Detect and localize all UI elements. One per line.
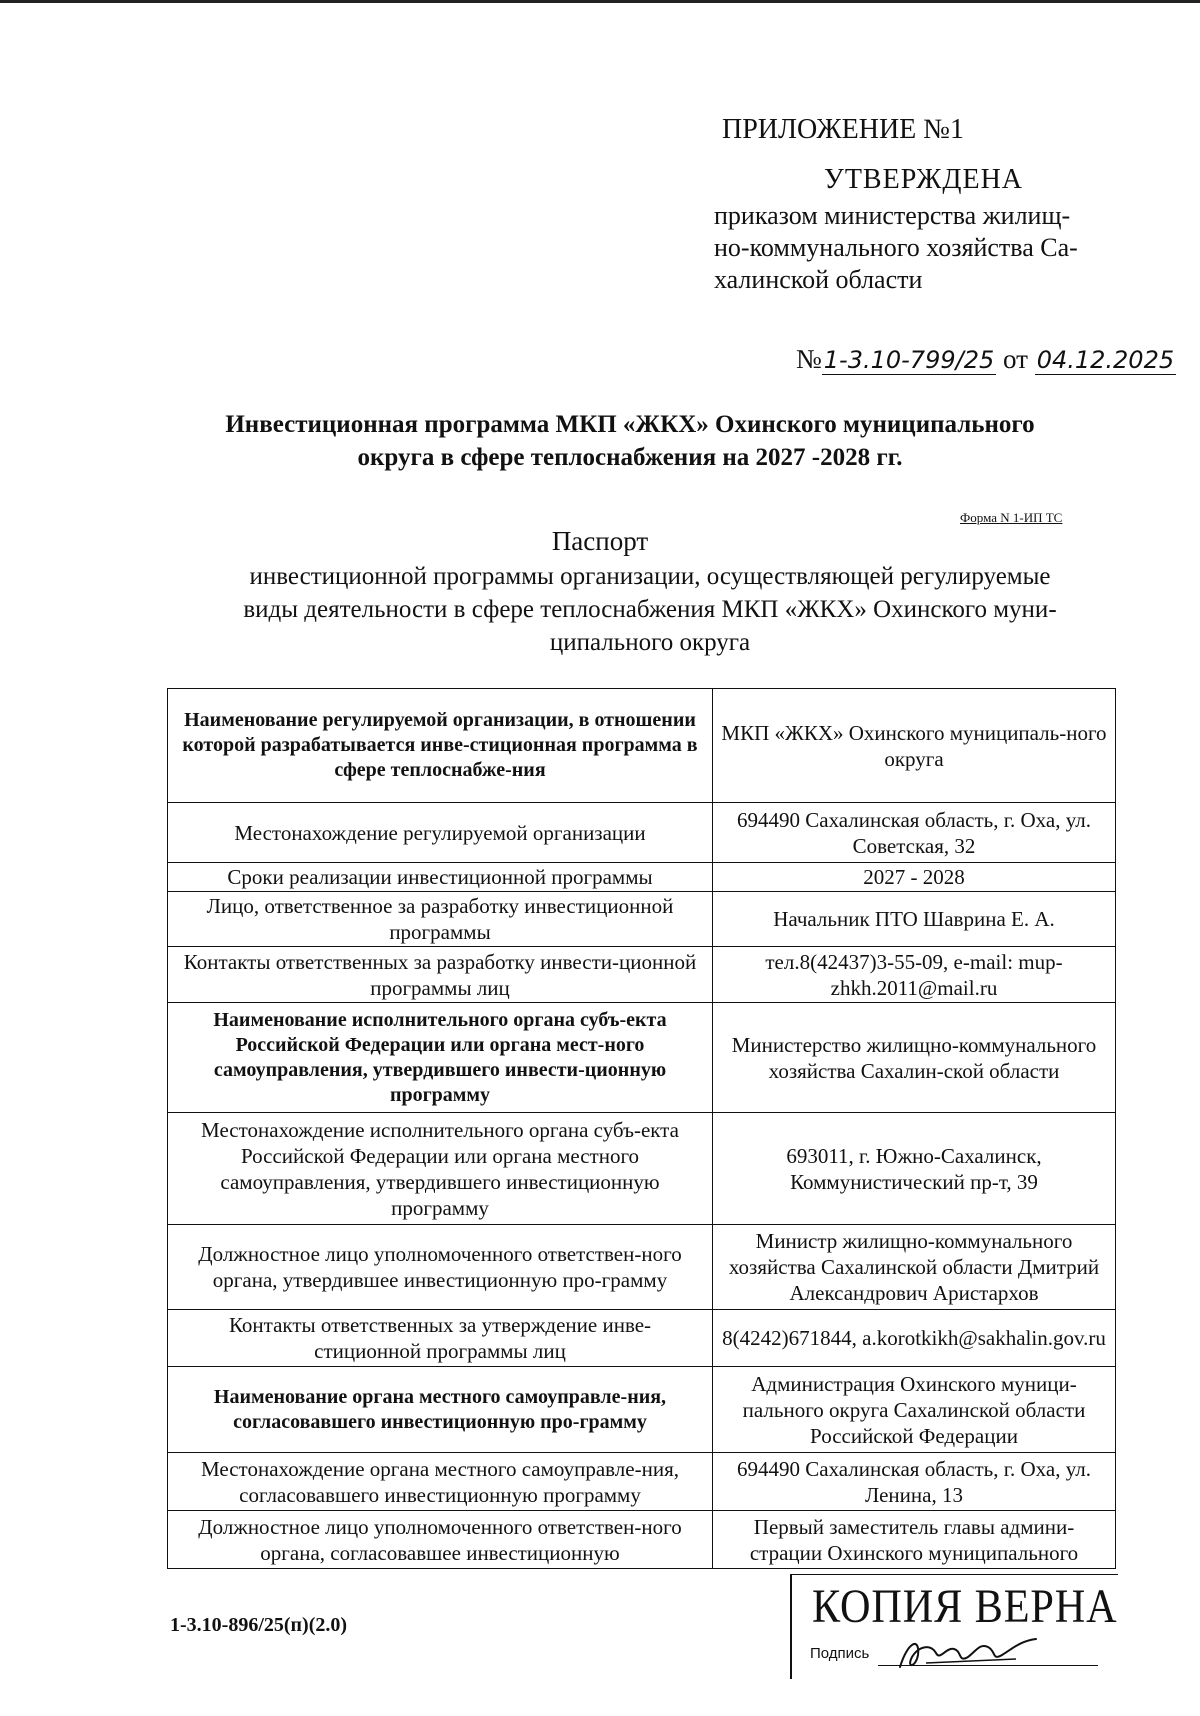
handwritten-order-date: 04.12.2025: [1036, 346, 1175, 374]
passport-table: [167, 688, 1116, 1569]
table-row: [168, 947, 1116, 1003]
table-row: [168, 1310, 1116, 1367]
program-title-line: Инвестиционная программа МКП «ЖКХ» Охинского муниципального: [225, 411, 1035, 438]
passport-subtitle-line: инвестиционной программы организации, осуществляющей регулируемые: [249, 563, 1051, 590]
table-row: [168, 1003, 1116, 1113]
row-value: Первый заместитель главы админи-страции Охинского муниципального: [713, 1511, 1116, 1569]
row-label: Должностное лицо уполномоченного ответствен-ного органа, утвердившее инвестиционную про-грамму: [168, 1225, 713, 1310]
handwritten-order-number: 1-3.10-799/25: [823, 346, 995, 374]
table-row: [168, 1511, 1116, 1569]
row-label: Наименование органа местного самоуправле-ния, согласовавшего инвестиционную про-грамму: [168, 1367, 713, 1453]
approved-label: УТВЕРЖДЕНА: [824, 164, 1024, 195]
appendix-label: ПРИЛОЖЕНИЕ №1: [722, 114, 964, 145]
passport-subtitle: [180, 560, 1120, 659]
stamp-title: КОПИЯ ВЕРНА: [812, 1580, 1118, 1633]
row-value: 8(4242)671844, a.korotkikh@sakhalin.gov.ru: [713, 1310, 1116, 1367]
table-row: [168, 1367, 1116, 1453]
row-value: 2027 - 2028: [713, 863, 1116, 892]
date-prefix: от: [1002, 344, 1028, 374]
table-row: [168, 689, 1116, 803]
row-label: Наименование исполнительного органа субъ-екта Российской Федерации или органа мест-ного самоуправления, утвердившего инвести-ционную программу: [168, 1003, 713, 1113]
order-text: [714, 200, 1134, 296]
row-label: Сроки реализации инвестиционной программы: [168, 863, 713, 892]
form-number: Форма N 1-ИП ТС: [960, 510, 1063, 525]
table-row: [168, 1453, 1116, 1511]
row-label: Контакты ответственных за разработку инвести-ционной программы лиц: [168, 947, 713, 1003]
row-value: Министр жилищно-коммунального хозяйства Сахалинской области Дмитрий Александрович Аристархов: [713, 1225, 1116, 1310]
stamp-sign-label: Подпись: [810, 1645, 870, 1662]
row-label: Местонахождение регулируемой организации: [168, 803, 713, 863]
table-row: [168, 892, 1116, 947]
row-value: Министерство жилищно-коммунального хозяйства Сахалин-ской области: [713, 1003, 1116, 1113]
row-value: Начальник ПТО Шаврина Е. А.: [713, 892, 1116, 947]
order-number-line: [796, 344, 1176, 375]
program-title: [150, 408, 1110, 474]
approval-block: [0, 0, 1200, 400]
row-value: 694490 Сахалинская область, г. Оха, ул. Советская, 32: [713, 803, 1116, 863]
passport-subtitle-line: виды деятельности в сфере теплоснабжения МКП «ЖКХ» Охинского муни-: [243, 596, 1057, 623]
row-label: Должностное лицо уполномоченного ответствен-ного органа, согласовавшее инвестиционную: [168, 1511, 713, 1569]
table-row: [168, 1225, 1116, 1310]
signature-icon: [896, 1633, 1046, 1673]
row-label: Наименование регулируемой организации, в отношении которой разрабатывается инве-стиционная программа в сфере теплоснабже-ния: [168, 689, 713, 803]
passport-subtitle-line: ципального округа: [549, 629, 751, 656]
row-label: Контакты ответственных за утверждение инве-стиционной программы лиц: [168, 1310, 713, 1367]
order-line: но-коммунального хозяйства Са-: [714, 233, 1078, 262]
order-line: приказом министерства жилищ-: [714, 201, 1071, 230]
row-value: 693011, г. Южно-Сахалинск, Коммунистический пр-т, 39: [713, 1113, 1116, 1225]
table-row: [168, 863, 1116, 892]
passport-title: Паспорт: [551, 526, 649, 556]
order-line: халинской области: [714, 265, 923, 294]
copy-certified-stamp: [790, 1574, 1118, 1679]
number-prefix: №: [796, 344, 822, 374]
document-code: 1-3.10-896/25(п)(2.0): [170, 1614, 348, 1636]
row-value: Администрация Охинского муници-пального округа Сахалинской области Российской Федерации: [713, 1367, 1116, 1453]
row-value: 694490 Сахалинская область, г. Оха, ул. Ленина, 13: [713, 1453, 1116, 1511]
table-row: [168, 1113, 1116, 1225]
row-label: Лицо, ответственное за разработку инвестиционной программы: [168, 892, 713, 947]
row-value: МКП «ЖКХ» Охинского муниципаль-ного округа: [713, 689, 1116, 803]
row-label: Местонахождение исполнительного органа субъ-екта Российской Федерации или органа местного самоуправления, утвердившего инвестиционную программу: [168, 1113, 713, 1225]
program-title-line: округа в сфере теплоснабжения на 2027 -2028 гг.: [357, 444, 903, 471]
row-value: тел.8(42437)3-55-09, e-mail: mup-zhkh.2011@mail.ru: [713, 947, 1116, 1003]
table-row: [168, 803, 1116, 863]
row-label: Местонахождение органа местного самоуправле-ния, согласовавшего инвестиционную программу: [168, 1453, 713, 1511]
